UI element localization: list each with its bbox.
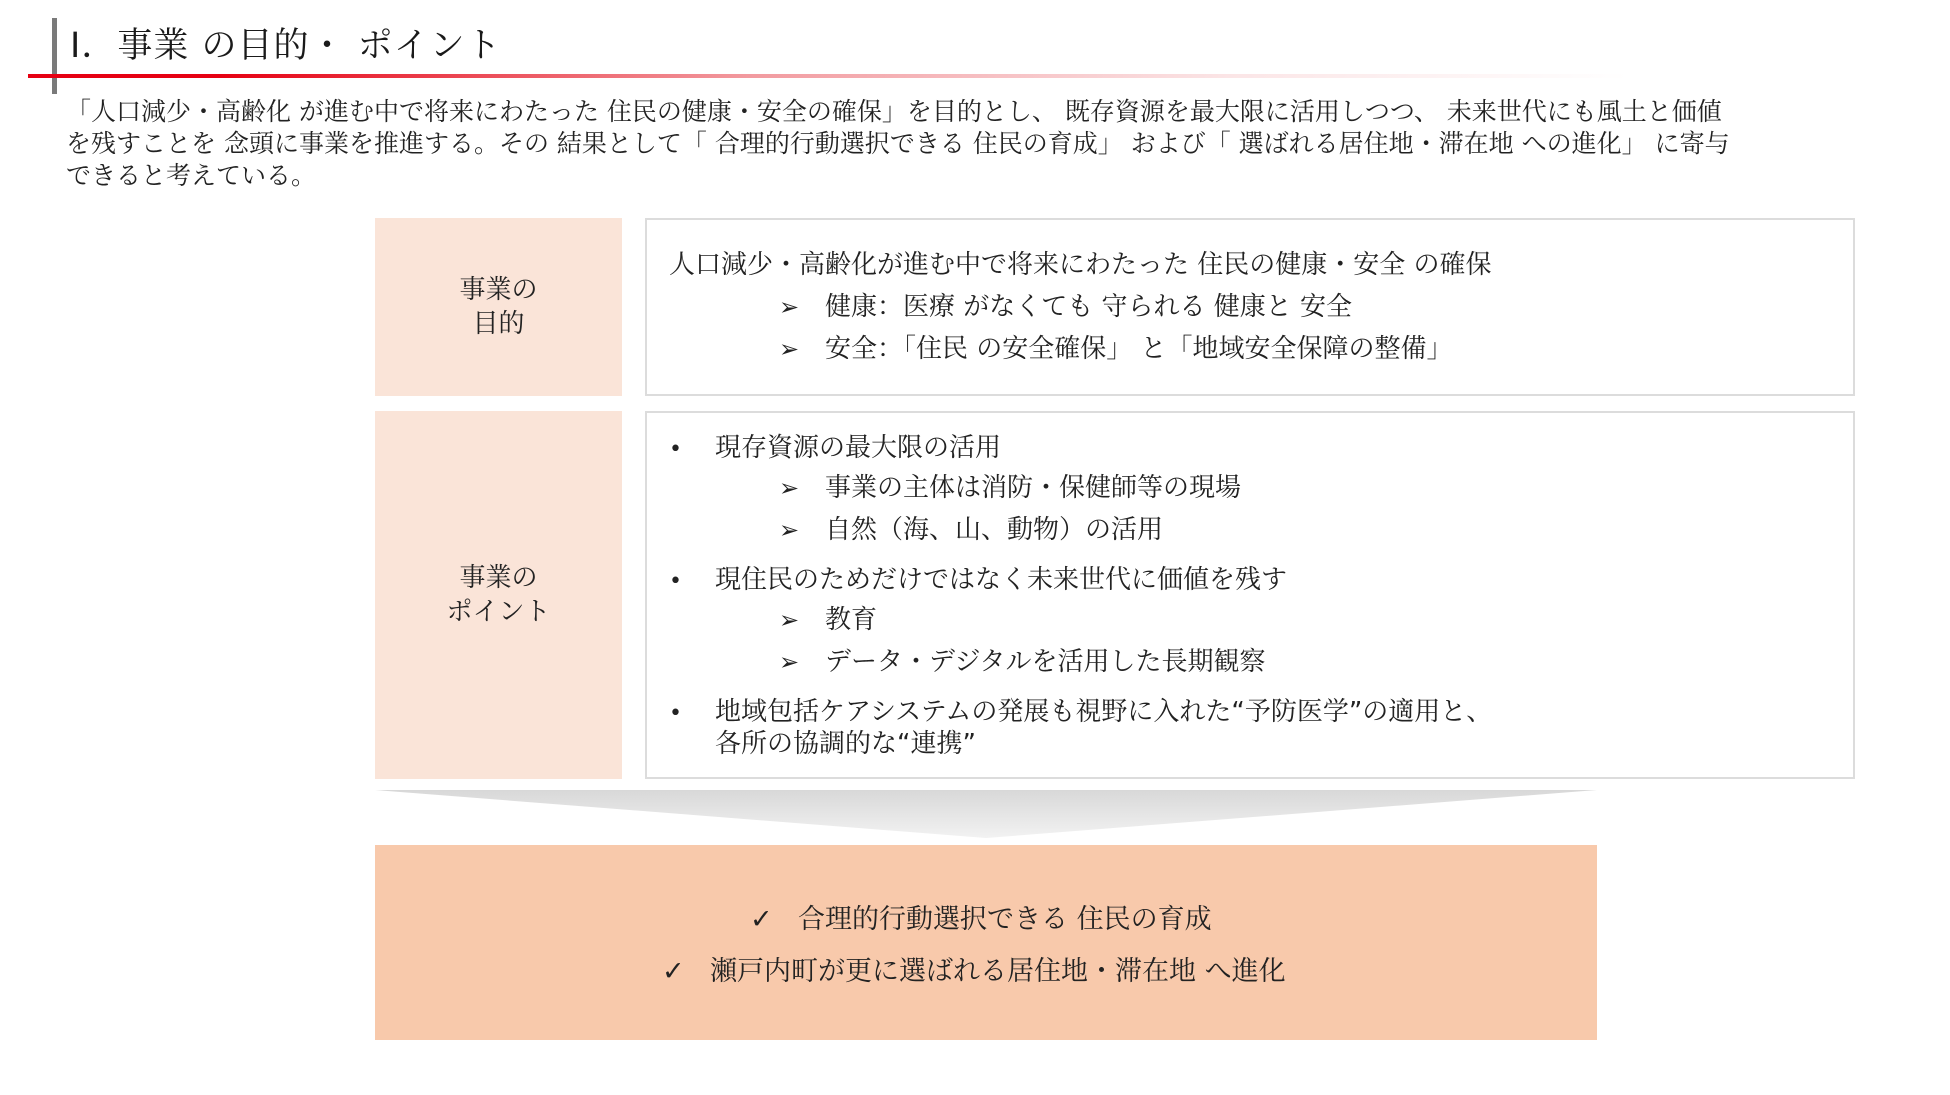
points-sub-text: 事業の主体は消防・保健師等の現場 [825, 473, 1242, 503]
points-sub-text: 自然（海、山、動物）の活用 [825, 515, 1164, 545]
title-underline [28, 74, 1628, 78]
check-icon: ✓ [662, 956, 685, 987]
arrow-bullet-icon: ➢ [779, 474, 800, 502]
arrow-bullet-icon: ➢ [779, 606, 800, 634]
purpose-label-line: 目的 [472, 309, 525, 339]
points-content-box [645, 411, 1855, 779]
intro-line: 「人口減少・高齢化 が進む中で将来にわたった 住民の健康・安全の確保」を目的とし、 既存資源を最大限に活用しつつ、 未来世代にも風土と価値 [66, 97, 1722, 126]
points-sub-text: データ・デジタルを活用した長期観察 [825, 647, 1266, 677]
page-title: Ⅰ．事業 の目的・ ポイント [70, 26, 502, 66]
points-bullet-item [669, 559, 1287, 596]
bullet-dot-icon: • [669, 437, 682, 462]
points-bullet-item [669, 427, 1001, 464]
purpose-label-line: 事業の [459, 275, 538, 305]
points-label-line: 事業の [459, 563, 538, 593]
purpose-sub-item [779, 328, 1453, 365]
purpose-content-box [645, 218, 1855, 396]
points-sub-item [779, 467, 1241, 504]
result-item-text: 瀬戸内町が更に選ばれる居住地・滞在地 へ進化 [710, 956, 1286, 987]
points-label-box [375, 411, 622, 779]
purpose-sub-item [779, 286, 1352, 323]
intro-line: を残すことを 念頭に事業を推進する。その 結果として「 合理的行動選択できる 住民の育成」 および「 選ばれる居住地・滞在地 への進化」 に寄与 [66, 129, 1730, 158]
points-label-line: ポイント [446, 597, 551, 627]
purpose-label-box [375, 218, 622, 396]
points-bullet-text: 地域包括ケアシステムの発展も視野に入れた“予防医学”の適用と、 [715, 697, 1493, 727]
purpose-main-text: 人口減少・高齢化が進む中で将来にわたった 住民の健康・安全 の確保 [669, 250, 1492, 280]
arrow-bullet-icon: ➢ [779, 648, 800, 676]
points-sub-item [779, 599, 877, 636]
points-sub-text: 教育 [825, 605, 878, 635]
arrow-bullet-icon: ➢ [779, 293, 800, 321]
points-bullet-text-continued: 各所の協調的な“連携” [715, 729, 976, 759]
bullet-dot-icon: • [669, 701, 682, 726]
check-icon: ✓ [750, 904, 773, 935]
bullet-dot-icon: • [669, 569, 682, 594]
points-sub-item [779, 641, 1265, 678]
result-box [375, 845, 1597, 1040]
intro-paragraph [66, 96, 1896, 192]
result-item [750, 897, 1212, 936]
points-sub-item [779, 509, 1163, 546]
result-item [662, 949, 1286, 988]
down-chevron-icon [375, 790, 1597, 838]
intro-line: できると考えている。 [66, 161, 317, 190]
arrow-bullet-icon: ➢ [779, 516, 800, 544]
arrow-bullet-icon: ➢ [779, 335, 800, 363]
points-bullet-text: 現住民のためだけではなく未来世代に価値を残す [715, 565, 1288, 595]
result-item-text: 合理的行動選択できる 住民の育成 [798, 904, 1212, 935]
purpose-sub-text: 健康：医療 がなくても 守られる 健康と 安全 [825, 292, 1353, 322]
purpose-sub-text: 安全：「住民 の安全確保」 と「地域安全保障の整備」 [825, 334, 1453, 364]
points-bullet-text: 現存資源の最大限の活用 [715, 433, 1002, 463]
title-accent-bar [52, 18, 57, 94]
